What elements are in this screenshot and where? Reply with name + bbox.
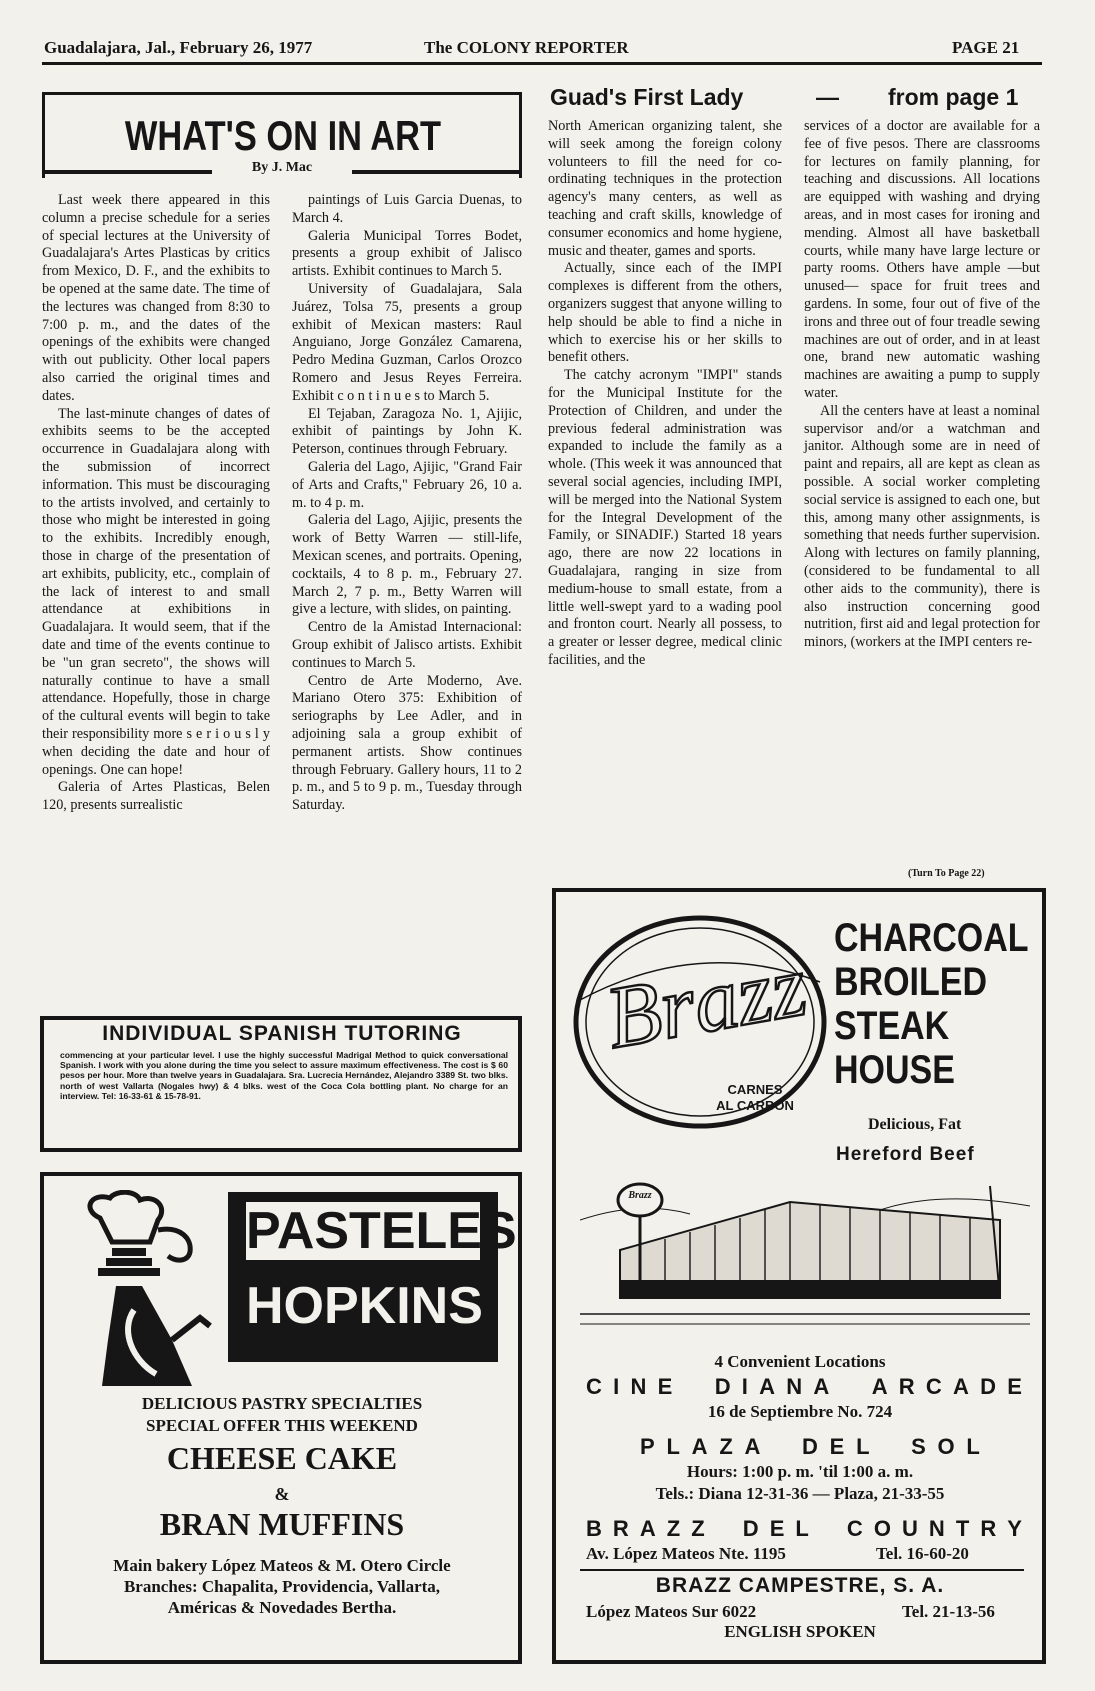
art-listing: Galeria del Lago, Ajijic, "Grand Fair of Arts and Crafts," February 26, 10 a. m. to 4 p. m. xyxy=(292,458,522,511)
letter: B xyxy=(586,1516,602,1541)
lady-paragraph: Actually, since each of the IMPI complexes is different from the others, organizers suggest that anyone willing to help should be able to find a niche in which to exercise his or her skills to benefit others. xyxy=(548,260,782,366)
letter: N xyxy=(786,1374,803,1399)
art-column-1 xyxy=(42,192,270,815)
paper-name: The COLONY REPORTER xyxy=(424,38,629,57)
location-plaza-hours: Hours: 1:00 p. m. 'til 1:00 a. m. xyxy=(686,1462,914,1481)
letter: I xyxy=(741,1374,748,1399)
letter: D xyxy=(742,1516,759,1541)
brazz-headline-2: BROILED xyxy=(834,960,987,1004)
letter: C xyxy=(846,1516,863,1541)
header-rule xyxy=(42,62,1042,65)
location-campestre: BRAZZ CAMPESTRE, S. A. xyxy=(655,1574,945,1597)
pasteles-amp: & xyxy=(274,1484,290,1504)
letter: A xyxy=(813,1374,830,1399)
location-campestre-tel: Tel. 21-13-56 xyxy=(902,1602,995,1621)
brazz-tagline-2: Hereford Beef xyxy=(836,1144,975,1165)
letter: S xyxy=(911,1434,926,1459)
brazz-headline-4: HOUSE xyxy=(834,1048,955,1092)
brazz-headline-1: CHARCOAL xyxy=(834,916,1029,960)
art-listing: Galeria Municipal Torres Bodet, presents a group exhibit of Jalisco artists. Exhibit continues to March 5. xyxy=(292,227,522,280)
byline-rule-right xyxy=(352,170,522,174)
location-cine-diana xyxy=(586,1374,1022,1400)
letter: A xyxy=(744,1434,761,1459)
location-brazz-del-country xyxy=(586,1516,1022,1542)
restaurant-building-illustration xyxy=(580,1180,1030,1330)
location-country-tel: Tel. 16-60-20 xyxy=(876,1544,969,1563)
lady-paragraph: All the centers have at least a nominal supervisor and/or a watchman and janitor. Although some are in need of paint and repairs, all are kept as clean as possible. A social worker completing social service is assigned to each one, but this, among many other assignments, is something that needs further supervision. Along with lectures on family planning, (considered to be fundamental to all other aids to the community), there is also instruction concerning good nutrition, first aid and legal protection for minors, (workers at the IMPI centers re- xyxy=(804,402,1040,651)
brazz-logo-sub-2: AL CARBON xyxy=(716,1098,794,1113)
pasteles-name-1: PASTELES xyxy=(246,1202,517,1260)
lady-title-left: Guad's First Lady xyxy=(550,84,744,110)
location-country-address: Av. López Mateos Nte. 1195 xyxy=(586,1544,786,1563)
art-title: WHAT'S ON IN ART xyxy=(124,112,442,159)
letter: D xyxy=(801,1434,818,1459)
pasteles-address-2: Branches: Chapalita, Providencia, Vallarta, xyxy=(123,1577,441,1596)
letter: Y xyxy=(1007,1516,1022,1541)
chef-illustration-icon xyxy=(72,1190,222,1390)
letter: L xyxy=(856,1434,870,1459)
dateline: Guadalajara, Jal., February 26, 1977 xyxy=(44,38,313,57)
art-paragraph: Galeria of Artes Plasticas, Belen 120, presents surrealistic xyxy=(42,779,270,814)
brazz-logo-text: Brazz xyxy=(599,937,814,1068)
art-listing: El Tejaban, Zaragoza No. 1, Ajijic, exhibit of paintings by John K. Peterson, continues through February. xyxy=(292,405,522,458)
letter: L xyxy=(966,1434,980,1459)
letter: Z xyxy=(691,1516,705,1541)
page-number: PAGE 21 xyxy=(952,38,1020,57)
letter: E xyxy=(829,1434,845,1459)
lady-paragraph: North American organizing talent, she will seek among the foreign colony volunteers to fill the need for co-ordinating techniques in the protection agency's many centers, as well as teaching and craft skills, knowledge of consumer economics and home hygiene, music and theater, games and sports. xyxy=(548,118,782,259)
art-paragraph: The last-minute changes of dates of exhibits seems to be the accepted occurrence in Guadalajara along with the submission of incorrect information. This must be discouraging to the artists involved, and certainly to those who might be interested in going to the exhibits. Incredibly enough, those in charge of the presentation of art exhibits, publicity, etc., complain of the lack of interest to and small attendance at exhibitions in Guadalajara. It would seem, that if the date and time of the events continue to be "un gran secreto", the shows will naturally continue to have a small attendance. Hopefully, those in charge of the cultural events will begin to take their responsibility more s e r i o u s l y when deciding the date and hour of openings. One can hope! xyxy=(42,405,270,778)
art-paragraph: Last week there appeared in this column a precise schedule for a series of special lectures at the University of Guadalajara's Artes Plasticas by critics from Mexico, D. F., and the exhibits to be opened at the same date. The time of the lectures was changed from 8:30 to 7:00 p. m., and the dates of the openings of the exhibits were changed with out publicity. Other local papers also carried the original times and dates. xyxy=(42,192,270,404)
lady-paragraph: services of a doctor are available for a fee of five pesos. There are classrooms for lectures on family planning, for teaching and discussions. All locations are equipped with washing and drying areas, and in most cases for ironing and mending. Almost all have basketball courts, while many have large lecture or party rooms. Others have ample —but unused— space for fruit trees and gardens. In some, four out of five of the irons and three out of four treadle sewing machines are out of order, and in at least one, brand new automatic washing machines are awaiting a pump to supply water. xyxy=(804,118,1040,401)
letter: N xyxy=(928,1516,945,1541)
lady-paragraph: The catchy acronym "IMPI" stands for the Municipal Institute for the Protection of Children, and under the previous federal administration was expanded to include the family as a whole. (This week it was announced that several social agencies, including IMPI, will be merged into the National System for the Integral Development of the Family, or SINADIF.) Started 18 years ago, there are now 22 locations in Guadalajara, ranging in size from medium-house to small estate, from a little well-swept yard to a wading pool and fronton court. Nearly all possess, to a greater or lesser degree, medical clinic facilities, and the xyxy=(548,367,782,668)
letter: T xyxy=(955,1516,970,1541)
art-listing: University of Guadalajara, Sala Juárez, Tolsa 75, presents a group exhibit of Mexican masters: Raul Anguiano, Jorge González Camarena, Pedro Medina Guzman, Carlos Orozco Romero and Jesus Reyes Ferreira. Exhibit c o n t i n u e s to March 5. xyxy=(292,280,522,404)
letter: A xyxy=(953,1374,969,1399)
location-plaza-tels: Tels.: Diana 12-31-36 — Plaza, 21-33-55 xyxy=(655,1484,945,1503)
pasteles-line-1: DELICIOUS PASTRY SPECIALTIES xyxy=(141,1394,423,1413)
letter: D xyxy=(714,1374,731,1399)
pasteles-item-2: BRAN MUFFINS xyxy=(159,1506,405,1542)
tutoring-body: commencing at your particular level. I use the highly successful Madrigal Method to quick conversational Spanish. I work with you alone during the time you select to assure maximum effectiveness. The cost is $ 60 pesos per hour. More than twelve years in Guadalajara. Sra. Lucrecia Hernández, Alejandro 3389 St. two blks. north of west Vallarta (Nogales hwy) & 4 blks. west of the Coca Cola bottling plant. No charge for an interview. Tel: 16-33-61 & 15-78-91. xyxy=(60,1050,508,1101)
campestre-rule xyxy=(580,1569,1024,1571)
art-column-2 xyxy=(292,192,522,815)
letter: R xyxy=(612,1516,629,1541)
art-listing: Centro de Arte Moderno, Ave. Mariano Otero 375: Exhibition of seriographs by Lee Adler, and in adjoining sala a group exhibit of permanent artists. Show continues through February. Gallery hours, 11 to 2 p. m., and 5 to 9 p. m., Tuesday through Saturday. xyxy=(292,672,522,814)
letter: C xyxy=(586,1374,602,1399)
letter: L xyxy=(666,1434,680,1459)
turn-to-page: (Turn To Page 22) xyxy=(908,868,985,879)
byline-rule-left xyxy=(42,170,212,174)
brazz-logo-sub-1: CARNES xyxy=(727,1082,783,1097)
letter: O xyxy=(937,1434,955,1459)
lady-column-1 xyxy=(548,118,782,670)
letter: D xyxy=(980,1374,997,1399)
location-campestre-address: López Mateos Sur 6022 xyxy=(586,1602,757,1621)
letter: U xyxy=(902,1516,918,1541)
pasteles-address-1: Main bakery López Mateos & M. Otero Circle xyxy=(113,1556,451,1575)
art-listing: Galeria del Lago, Ajijic, presents the work of Betty Warren — still-life, Mexican scenes, and portraits. Opening, cocktails, 4 to 8 p. m., February 27. March 2, 7 p. m., Betty Warren will give a lecture, with slides, on painting. xyxy=(292,512,522,618)
letter: E xyxy=(769,1516,785,1541)
lady-column-2 xyxy=(804,118,1040,652)
lady-title-dash: — xyxy=(816,84,839,110)
brazz-locations-intro: 4 Convenient Locations xyxy=(714,1352,886,1371)
letter: E xyxy=(1007,1374,1022,1399)
letter: Z xyxy=(719,1434,733,1459)
location-cine-diana-address: 16 de Septiembre No. 724 xyxy=(707,1402,893,1421)
letter: P xyxy=(640,1434,655,1459)
location-plaza-del-sol xyxy=(640,1434,980,1460)
pasteles-line-2: SPECIAL OFFER THIS WEEKEND xyxy=(146,1416,418,1435)
letter: L xyxy=(795,1516,809,1541)
pasteles-name-2: HOPKINS xyxy=(246,1277,483,1335)
art-listing: Centro de la Amistad Internacional: Group exhibit of Jalisco artists. Exhibit continues to March 5. xyxy=(292,619,522,671)
letter: C xyxy=(925,1374,942,1399)
art-listing: paintings of Luis Garcia Duenas, to March 4. xyxy=(292,192,522,226)
brazz-sign-text: Brazz xyxy=(628,1190,652,1201)
english-spoken: ENGLISH SPOKEN xyxy=(724,1622,876,1641)
letter: A xyxy=(691,1434,708,1459)
lady-title-right: from page 1 xyxy=(888,84,1019,110)
brazz-headline-3: STEAK xyxy=(834,1004,950,1048)
letter: A xyxy=(871,1374,888,1399)
letter: N xyxy=(630,1374,647,1399)
letter: A xyxy=(759,1374,776,1399)
letter: A xyxy=(639,1516,656,1541)
letter: R xyxy=(898,1374,915,1399)
art-byline: By J. Mac xyxy=(251,160,313,175)
pasteles-address-3: Américas & Novedades Bertha. xyxy=(167,1598,397,1617)
pasteles-item-1: CHEESE CAKE xyxy=(166,1440,398,1476)
letter: I xyxy=(613,1374,620,1399)
tutoring-title: INDIVIDUAL SPANISH TUTORING xyxy=(102,1022,462,1045)
letter: Z xyxy=(666,1516,681,1541)
brazz-tagline-1: Delicious, Fat xyxy=(868,1116,962,1133)
letter: E xyxy=(657,1374,673,1399)
letter: R xyxy=(980,1516,997,1541)
letter: O xyxy=(873,1516,891,1541)
